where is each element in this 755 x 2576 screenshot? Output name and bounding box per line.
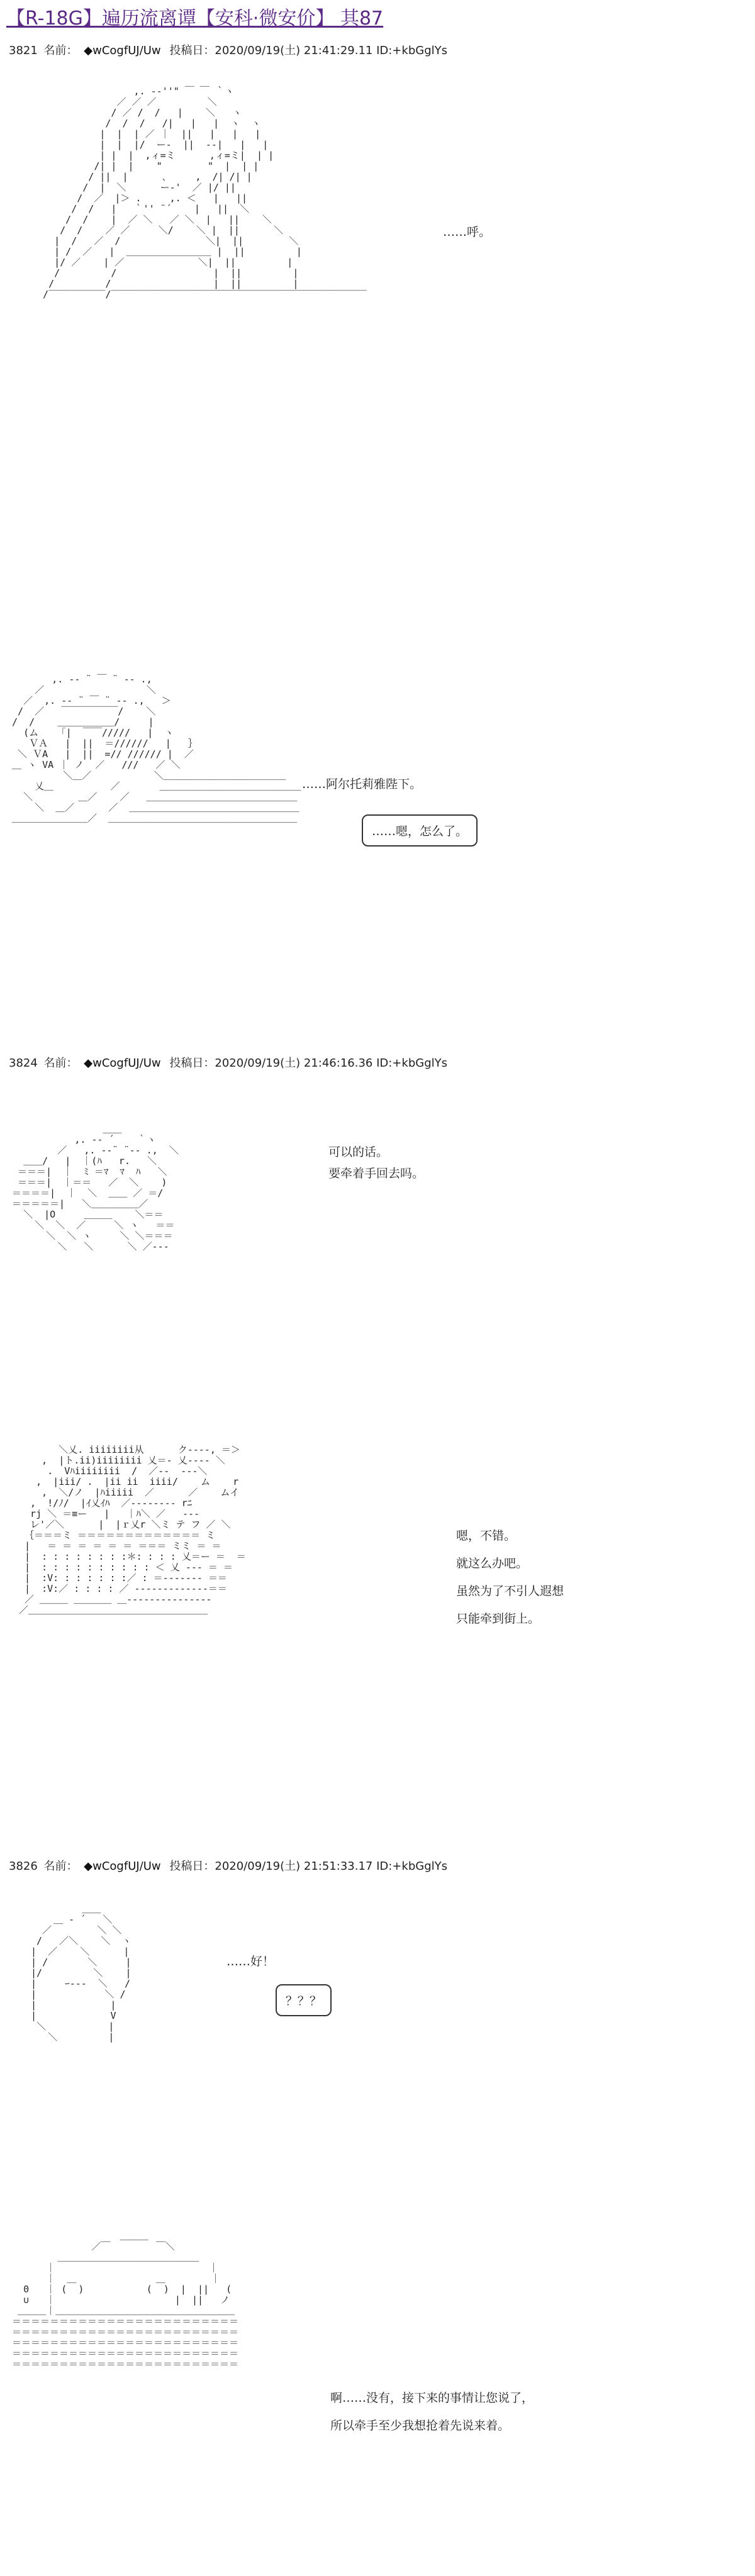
dialogue-line: 只能牵到街上。 (456, 1612, 540, 1626)
dialogue-line: ……好！ (226, 1955, 275, 1968)
post-meta: 投稿日：2020/09/19(土) 21:46:16.36 ID:+kbGglYs (169, 1057, 447, 1070)
post-header (9, 42, 447, 58)
dialogue-line: ……呼。 (443, 225, 491, 239)
ascii-art-figure-3: ＿＿ ,. -‐ ´ ｀ヽ ／ ,. -‐¨ ¨‐- ., ＼ ＿＿/ | ｜(ﾊ r. ＼ ＝＝＝| ｜ ﾐ ＝ﾏ ﾏ ﾊ ＼ ＝＝＝| ｜＝＝ ／ ＼ ) ＝＝＝＝| ｜ ＼ ＿＿ ／ ＝/ ＝＝＝＝＝| ＼＿＿＿＿＿／ ＼ |O ＿＿＿ ＼＝＝ ＼ ＼ ／ ＼ ヽ ＝＝ ＼ ＼ ヽ ＼ ＼＝＝＝ ＼ ＼ ＼ ／‐‐‐ (12, 1123, 179, 1252)
dialogue-line: ……阿尔托莉雅陛下。 (302, 777, 422, 791)
poster-name: ◆wCogfUJ/Uw (84, 44, 161, 57)
dialogue-line: 要牵着手回去吗。 (328, 1167, 425, 1180)
ascii-art-figure-5: ＿＿ ＿ ‐ ´ ＼ ／ ＼ ＼ / ／＼ ＼ ヽ | ／ ＼ | | / ＼ | |/ ＼ | | ｰ‐‐‐ ＼ / | ＼ / | | | V ＼ | ＼ | (31, 1903, 131, 2043)
name-label: 名前： (43, 1860, 78, 1873)
dialogue-line: 嗯，不错。 (456, 1529, 517, 1543)
dialogue-line: 所以牵手至少我想抢着先说来着。 (330, 2419, 510, 2433)
name-label: 名前： (43, 1057, 78, 1070)
dialogue-line: 就这么办吧。 (456, 1557, 528, 1570)
ascii-art-figure-1: ,. -‐''" ￣ ￣ ｀ヽ ／ ／ ／ ＼ / ／ / / | ＼ ヽ / / / /| | | ヽ ヽ | | | ／ ｜ || | | | | | |/ ー‐ || ‐-| | | | | | ,ィ=ミ ,ィ=ミ| | | /| | | " " | | | / || | ､ , /| /| | / | ＼ ー‐' ／ |/ || / ／ |＞ . ,. ＜ | || / / | ｀'' ¨´ | || ＼ / / | ／ ＼ ／ ＼ | || ＼ / / ／ ／ ＼/ ＼ | || ＼ | / ／ / ＼| || ＼ | / ／ | ＿＿＿＿＿＿＿＿＿ | || | |/ ／ | ／ ＼| || | / / | || | / / | || | /‾‾‾‾‾‾‾‾‾‾/‾‾‾‾‾‾‾‾‾‾‾‾‾‾‾‾‾‾‾‾‾‾‾‾‾‾‾‾‾‾‾‾‾‾‾‾‾‾‾‾‾‾‾‾‾ (43, 86, 367, 300)
dialogue-line: 可以的话。 (328, 1145, 389, 1159)
post-number: 3826 (9, 1860, 38, 1873)
thread-title[interactable]: 【R-18G】遍历流离谭【安科·微安价】 其87 (6, 8, 384, 30)
poster-name: ◆wCogfUJ/Uw (84, 1057, 161, 1070)
post-meta: 投稿日：2020/09/19(土) 21:41:29.11 ID:+kbGglYs (169, 44, 447, 57)
post-header (9, 1857, 447, 1874)
ascii-art-figure-4: ＼乂. iiiiiiii从 ク‐‐‐‐, ＝＞ , |ト.ii)iiiiiiii 乂＝‐ 乂‐‐‐‐ ＼ . Vﾊiiiiiiii / ／‐‐ ‐‐‐＼ , |iii/ . |ii ii iiii/ ム r , ＼/ノ |ﾊiiiii ／ ／ ムイ , !/ﾉ/ |ｲ乂ｲﾊ ／‐‐‐‐‐‐‐‐ rﾆ rj ＼ ＝≡ー | ｜ﾊ＼ ／ ‐‐‐ レ'／＼ | |ｒ乂r ＼ミ テ フ ／ ＼ ｛＝＝＝ミ ＝＝＝＝＝＝＝＝＝＝＝＝＝ ミ | ＝ ＝ ＝ ＝ ＝ ＝ ＝＝＝ ミミ ＝ ＝ | : : : : : : : :＊: : : : 乂＝ー ＝ ＝ | : : : : : : : : : : ＜ 乂 ‐‐‐ ＝ ＝ | :V: : : : : : :／ : ＝‐‐‐‐‐‐‐ ＝＝ | :V:／ : : : : ／ ‐‐‐‐‐‐‐‐‐‐‐‐‐＝＝ ／ ＿＿＿ ＿＿＿＿ ＿‐‐‐‐‐‐‐‐‐‐‐‐‐‐‐ ／＿＿＿＿＿＿＿＿＿＿＿＿＿＿＿＿＿＿＿ (19, 1444, 246, 1616)
post-number: 3824 (9, 1057, 38, 1070)
post-header (9, 1054, 447, 1070)
dialogue-line: 虽然为了不引人遐想 (456, 1584, 564, 1598)
dialogue-line: 啊……没有，接下来的事情让您说了， (330, 2391, 534, 2405)
post-meta: 投稿日：2020/09/19(土) 21:51:33.17 ID:+kbGglYs (169, 1860, 447, 1873)
speech-bubble: ……嗯，怎么了。 (362, 814, 478, 847)
speech-bubble: ？？？ (276, 1984, 332, 2016)
ascii-art-figure-2: ,. -‐ ¨ ￣ ¨ ‐- ., ／ ＼ ／ ,. -‐ ¨ ￣ ¨ ‐- ., ＞ / ／ ￣￣￣￣￣￣/ ＼ / / ＿＿＿＿＿＿/ | (ム ｢| ￣￣///// | ヽ ＶＡ | || ＝////// | ｝ ＼ ＶA | || =// ////// | ／ ＿ ヽ VA ｜ ノ ／ /// ／ ＼ ＼＿／ ＼＿＿＿＿＿＿＿＿＿＿＿＿＿ 乂＿ ／ ＿＿＿＿＿＿＿＿＿＿＿＿＿＿＿ ＼ ＿／ ／ ＿＿＿＿＿＿＿＿＿＿＿＿＿＿＿＿ ＼ ＿／ ／ ＿＿＿＿＿＿＿＿＿＿＿＿＿＿＿＿＿＿ ＿＿＿＿＿＿＿＿／ ＿＿＿＿＿＿＿＿＿＿＿＿＿＿＿＿＿＿＿＿ (12, 674, 301, 824)
name-label: 名前： (43, 44, 78, 57)
poster-name: ◆wCogfUJ/Uw (84, 1860, 161, 1873)
ascii-art-figure-6: ＿＿＿ ／￣ ￣＼ ＿＿＿＿＿＿＿＿＿＿＿＿＿＿＿ ｜ ｜ ｜ ＿ ＿ ｜ 0 ｜ ( ) ( ) | || ( ∪ ｜ | || ノ ＿＿＿｜＿＿＿＿＿＿＿＿＿＿＿＿＿＿＿＿＿＿＿ ＝＝＝＝＝＝＝＝＝＝＝＝＝＝＝＝＝＝＝＝＝＝＝＝ ＝＝＝＝＝＝＝＝＝＝＝＝＝＝＝＝＝＝＝＝＝＝＝＝ ＝＝＝＝＝＝＝＝＝＝＝＝＝＝＝＝＝＝＝＝＝＝＝＝ ＝＝＝＝＝＝＝＝＝＝＝＝＝＝＝＝＝＝＝＝＝＝＝＝ ＝＝＝＝＝＝＝＝＝＝＝＝＝＝＝＝＝＝＝＝＝＝＝＝ (12, 2230, 239, 2370)
post-number: 3821 (9, 44, 38, 57)
